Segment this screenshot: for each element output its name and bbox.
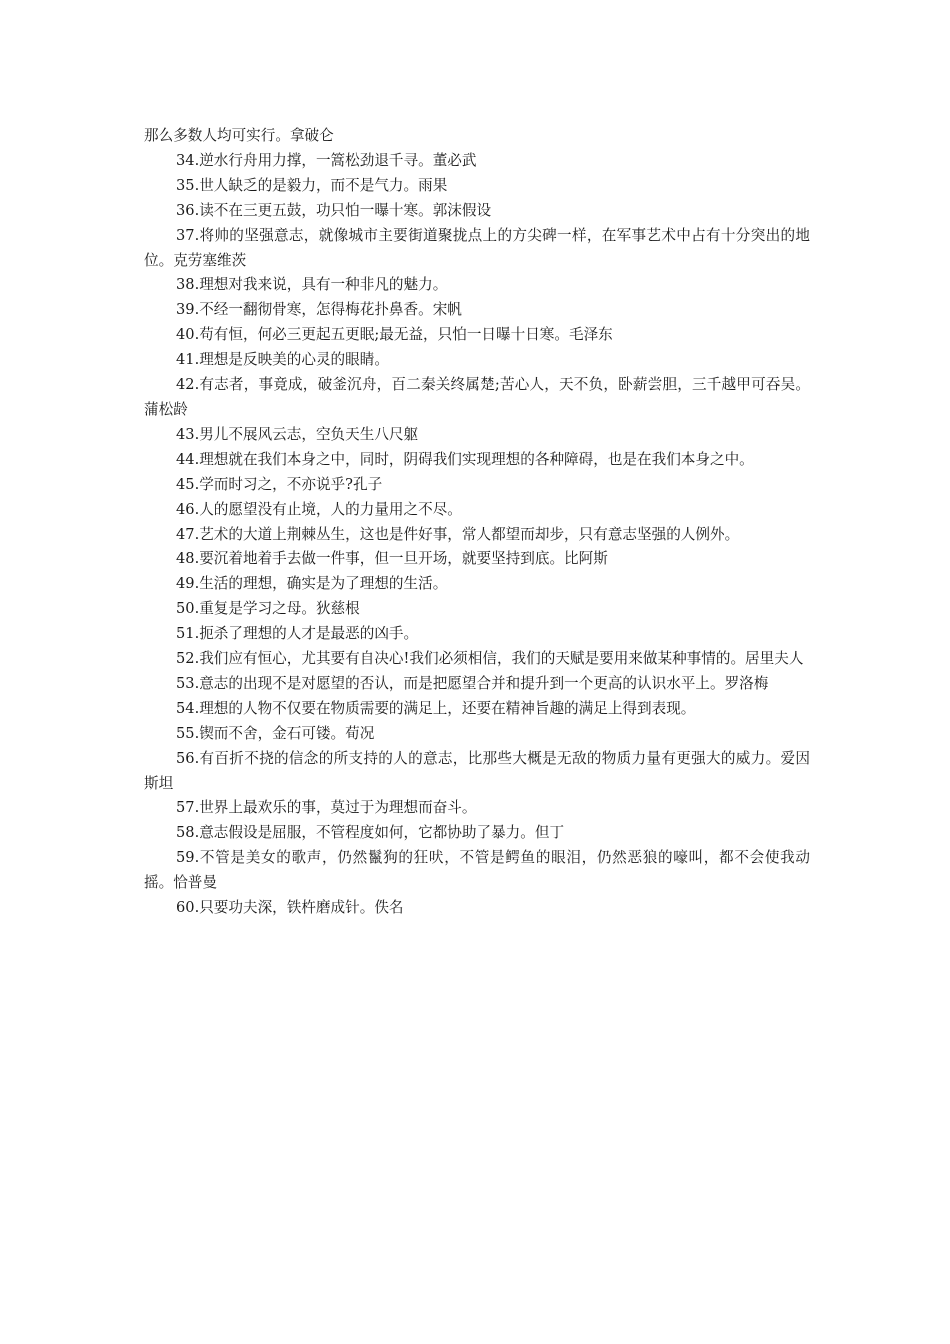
quote-59: 59.不管是美女的歌声，仍然鬣狗的狂吠，不管是鳄鱼的眼泪，仍然恶狼的嚎叫，都不会使我动摇。恰普曼 — [144, 849, 810, 892]
quote-60: 60.只要功夫深，铁杵磨成针。佚名 — [176, 899, 404, 917]
document-body — [144, 124, 810, 921]
quote-58: 58.意志假设是屈服，不管程度如何，它都协助了暴力。但丁 — [176, 824, 565, 842]
quote-47: 47.艺术的大道上荆棘丛生，这也是件好事，常人都望而却步，只有意志坚强的人例外。 — [176, 525, 740, 543]
quote-48: 48.要沉着地着手去做一件事，但一旦开场，就要坚持到底。比阿斯 — [176, 550, 608, 568]
quote-41: 41.理想是反映美的心灵的眼睛。 — [176, 351, 389, 369]
quote-57: 57.世界上最欢乐的事，莫过于为理想而奋斗。 — [176, 799, 477, 817]
quote-40: 40.苟有恒，何必三更起五更眠;最无益，只怕一日曝十日寒。毛泽东 — [176, 326, 613, 344]
quote-54: 54.理想的人物不仅要在物质需要的满足上，还要在精神旨趣的满足上得到表现。 — [176, 699, 696, 717]
quote-38: 38.理想对我来说，具有一种非凡的魅力。 — [176, 276, 448, 294]
quote-39: 39.不经一翻彻骨寒，怎得梅花扑鼻香。宋帆 — [176, 301, 462, 319]
quote-37: 37.将帅的坚强意志，就像城市主要街道聚拢点上的方尖碑一样，在军事艺术中占有十分突出的地位。克劳塞维茨 — [144, 226, 810, 269]
quote-53: 53.意志的出现不是对愿望的否认，而是把愿望合并和提升到一个更高的认识水平上。罗洛梅 — [176, 674, 769, 692]
quote-52: 52.我们应有恒心，尤其要有自决心!我们必须相信，我们的天赋是要用来做某种事情的。居里夫人 — [176, 650, 804, 668]
quote-51: 51.扼杀了理想的人才是最恶的凶手。 — [176, 625, 419, 643]
quote-44: 44.理想就在我们本身之中，同时，阴碍我们实现理想的各种障碍，也是在我们本身之中。 — [176, 450, 754, 468]
quote-36: 36.读不在三更五鼓，功只怕一曝十寒。郭沫假设 — [176, 201, 492, 219]
quote-45: 45.学而时习之，不亦说乎?孔子 — [176, 475, 383, 493]
quote-49: 49.生活的理想，确实是为了理想的生活。 — [176, 575, 448, 593]
continuation-paragraph: 那么多数人均可实行。拿破仑 — [144, 127, 334, 144]
quote-43: 43.男儿不展风云志，空负天生八尺躯 — [176, 425, 419, 443]
quote-42: 42.有志者，事竟成，破釜沉舟，百二秦关终属楚;苦心人，天不负，卧薪尝胆，三千越甲可吞吴。蒲松龄 — [144, 376, 810, 418]
quote-34: 34.逆水行舟用力撑，一篙松劲退千寻。董必武 — [176, 151, 477, 169]
quote-46: 46.人的愿望没有止境，人的力量用之不尽。 — [176, 500, 462, 518]
quote-55: 55.锲而不舍，金石可镂。荀况 — [176, 724, 375, 742]
quote-35: 35.世人缺乏的是毅力，而不是气力。雨果 — [176, 176, 448, 194]
quote-56: 56.有百折不挠的信念的所支持的人的意志，比那些大概是无敌的物质力量有更强大的威力。爱因斯坦 — [144, 749, 810, 792]
quote-50: 50.重复是学习之母。狄慈根 — [176, 600, 360, 618]
